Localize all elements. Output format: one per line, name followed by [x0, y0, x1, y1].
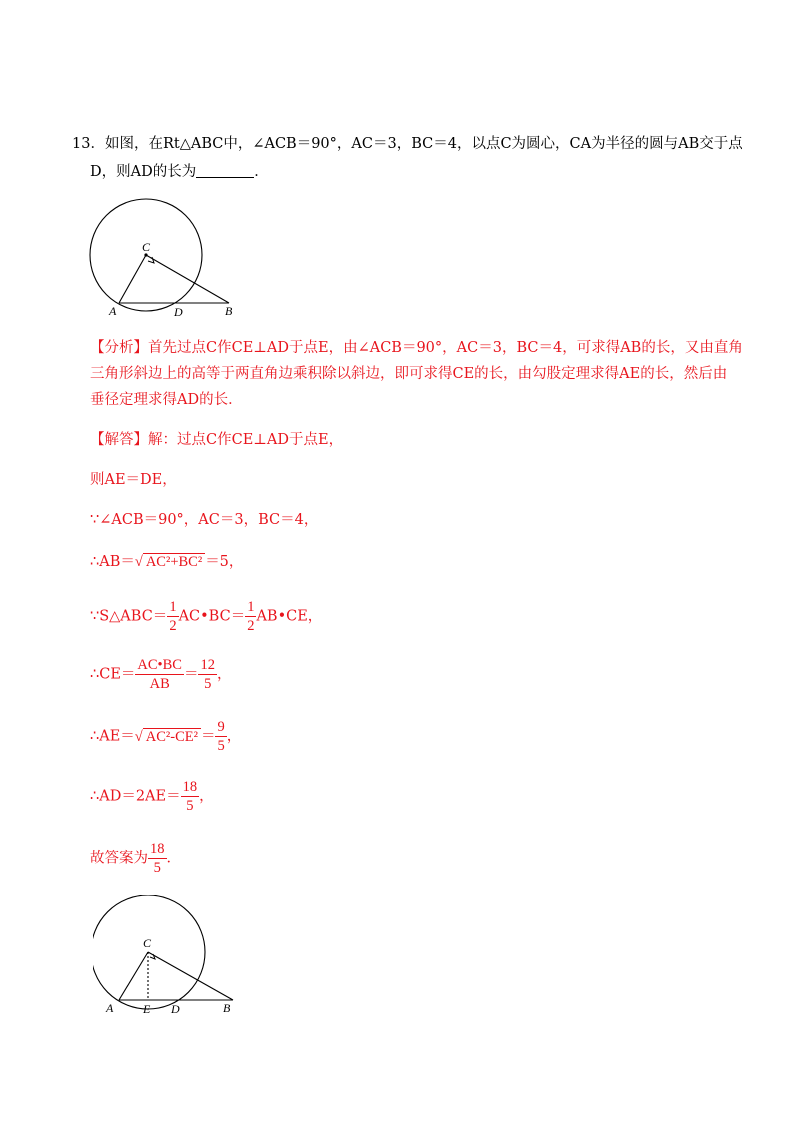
analysis-line-3: 垂径定理求得AD的长．: [90, 392, 243, 408]
question-text-2-end: ．: [254, 164, 269, 180]
label-A: A: [109, 304, 117, 318]
solution-step-7: ∴AE＝√ AC²-CE² ＝ $\frac{9}{5}$ ，: [90, 719, 242, 754]
question-number: 13．: [72, 136, 105, 152]
solution-step-5: ∵S△ABC＝ $\frac{1}{2}$ AC•BC＝ $\frac{1}{2}$ AB•CE，: [90, 599, 323, 634]
figure-1-circle-triangle: [85, 198, 245, 320]
label-B: B: [223, 1001, 231, 1015]
solution-step-6: ∴CE＝ $\frac{AC•BC}{AB}$ ＝ $\frac{12}{5}$ ，: [90, 657, 232, 692]
solution-answer: 故答案为 $\frac{18}{5}$ ．: [90, 841, 181, 876]
analysis-line-2: 三角形斜边上的高等于两直角边乘积除以斜边，即可求得CE的长，由勾股定理求得AE的长，然后由: [90, 366, 728, 382]
question-line-2: [90, 162, 269, 182]
label-A: A: [106, 1001, 114, 1015]
solution-step-2: 则AE＝DE，: [90, 472, 177, 488]
solution-step-3: ∵∠ACB＝90°，AC＝3，BC＝4，: [90, 512, 319, 528]
label-B: B: [225, 304, 233, 318]
figure-2-circle-triangle-with-altitude: [93, 895, 253, 1017]
solution-step-8: ∴AD＝2AE＝ $\frac{18}{5}$ ，: [90, 779, 214, 814]
question-text-2: D，则AD的长为: [90, 164, 197, 180]
label-D: D: [171, 1002, 180, 1016]
label-E: E: [143, 1002, 151, 1016]
question-text-1: 如图，在Rt△ABC中，∠ACB＝90°，AC＝3，BC＝4，以点C为圆心，CA为半径的圆与AB交于点: [104, 136, 743, 152]
solution-step-4: ∴AB＝√ AC²+BC² ＝5，: [90, 554, 244, 570]
label-D: D: [174, 305, 183, 319]
label-C: C: [142, 240, 151, 254]
solution-step-1: 【解答】解：过点C作CE⊥AD于点E，: [90, 432, 344, 448]
answer-blank: [196, 163, 254, 178]
question-line-1: [72, 134, 743, 154]
label-C: C: [143, 936, 152, 950]
analysis-line-1: 【分析】首先过点C作CE⊥AD于点E，由∠ACB＝90°，AC＝3，BC＝4，可求得AB的长，又由直角: [90, 340, 743, 356]
